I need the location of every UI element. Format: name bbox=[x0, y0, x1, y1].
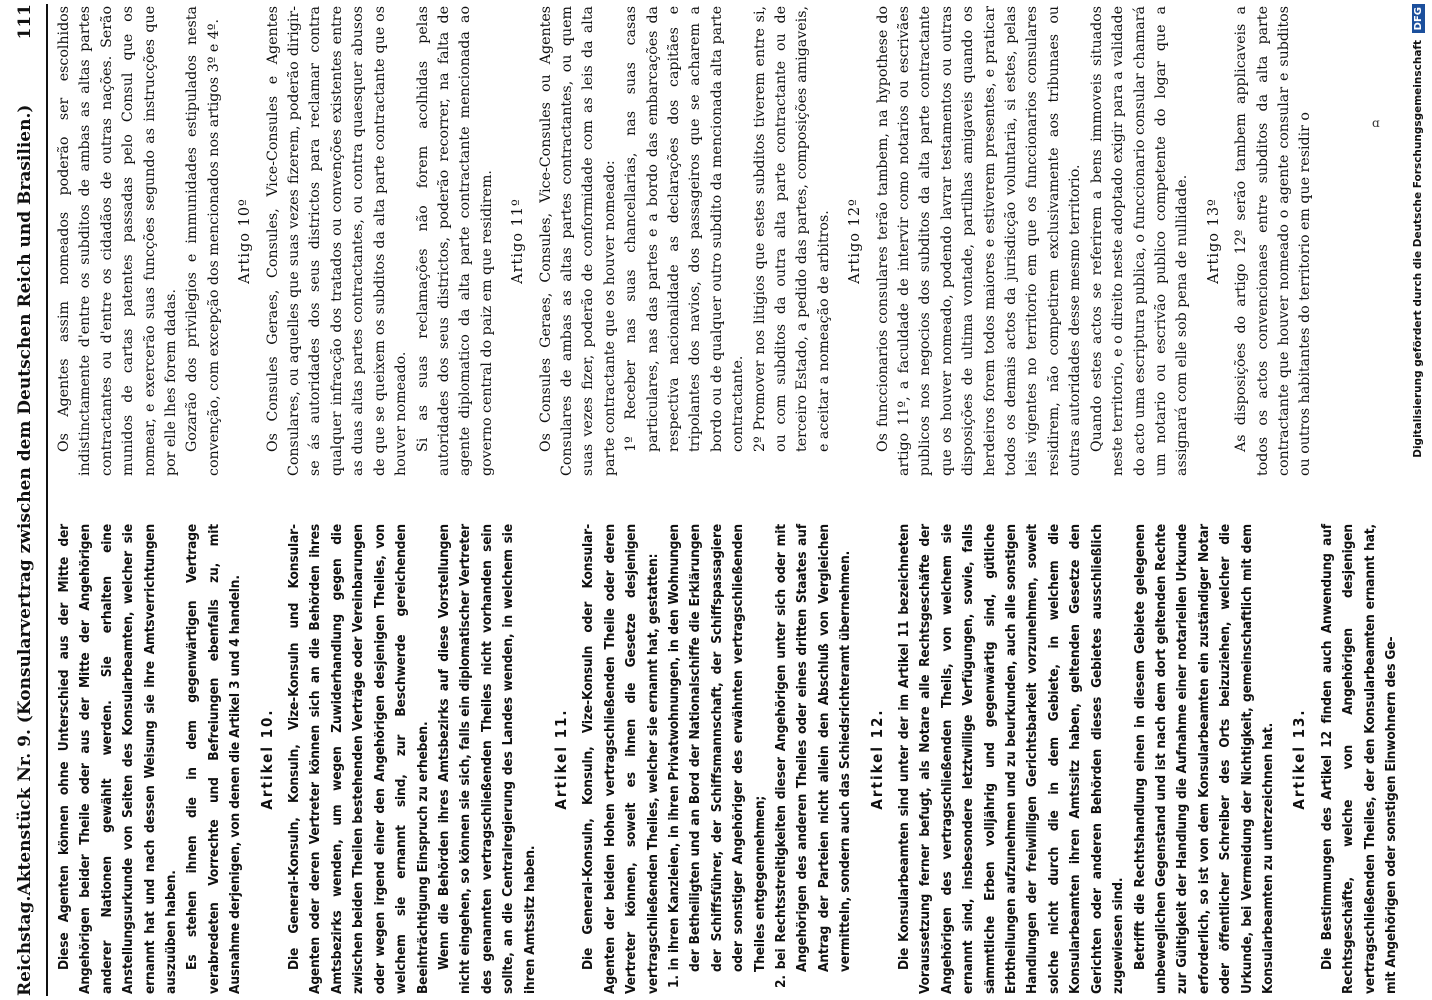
de-art11-item-2: 2. bei Rechtsstreitigkeiten dieser Angehörigen unter sich oder mit Angehörigen des anderen Theiles oder eines dritten Staates auf Antrag der Parteien nicht allein den Abschluß von Vergleichen vermitteln, sondern auch das Schiedsrichteramt übernehmen. bbox=[773, 524, 854, 988]
de-intro-1: Diese Agenten können ohne Unterschied aus der Mitte der Angehörigen beider Theile oder aus der Mitte der Angehörigen anderer Nationen gewählt werden. Sie erhalten eine Anstellungsurkunde von Seiten des Konsularbeamten, welcher sie ernannt hat und nach dessen Weisung sie ihre Amtsverrichtungen auszuüben haben. bbox=[56, 524, 180, 994]
de-art11-heading: Artikel 11. bbox=[551, 708, 570, 810]
pt-art11-item-2: 2º Promover nos litigios que estes subditos tiverem entre si, ou com subditos da outra alta parte contractante ou de terceiro Estado, a pedido das partes, composições amigaveis, e aceitar a nomeação de arbitros. bbox=[751, 6, 832, 452]
header-title: Aktenstück Nr. 9. (Konsularvertrag zwischen dem Deutschen Reich und Brasilien.) bbox=[15, 104, 35, 896]
pt-intro-1: Os Agentes assim nomeados poderão ser escolhidos indistinctamente d'entre os subditos de ambas as altas partes contractantes ou d'entre os cidadãos de outras nações. Serão munidos de cartas patentes passadas pelo Consul que os nomear, e exercerão suas funcções segundo as instrucções que por elle lhes forem dadas. bbox=[56, 6, 180, 476]
de-art11-item-1: 1. in ihren Kanzleien, in ihren Privatwohnungen, in den Wohnungen der Betheiligten und an Bord der Nationalschiffe die Erklärungen der Schiffsführer, der Schiffsmannschaft, der Schiffspassagiere oder sonstiger Angehöriger des erwähnten vertragschließenden Theiles entgegennehmen; bbox=[665, 524, 768, 988]
pt-art10-p1: Os Consules Geraes, Consules, Vice-Consules e Agentes Consulares, ou aquelles que suas vezes fizerem, poderão dirigir-se ás autoridades dos seus districtos para reclamar contra qualquer infracção dos tratados ou convenções existentes entre as duas altas partes contractantes, ou contra quaesquer abusos de que se queixem os subditos da alta parte contractante que os houver nomeado. bbox=[264, 6, 410, 476]
german-column bbox=[54, 524, 1402, 994]
pt-art13-p1: As disposições do artigo 12º serão tambem applicaveis a todos os actos convencionaes entre subditos da alta parte contractante que houver nomeado o agente consular e subditos ou outros habitantes do territorio em que residir o bbox=[1233, 6, 1314, 476]
pt-art11-heading: Artigo 11º bbox=[510, 198, 527, 284]
de-art10-p2: Wenn die Behörden ihres Amtsbezirks auf diese Vorstellungen nicht eingehen, so können sie sich, falls ein diplomatischer Vertreter des genannten vertragschließenden Theiles nicht vorhanden sein sollte, an die Centralregierung des Landes wenden, in welchem sie ihren Amtssitz haben. bbox=[435, 524, 538, 994]
header-left: Reichstag. bbox=[15, 895, 35, 996]
de-art13-p1: Die Bestimmungen des Artikel 12 finden auch Anwendung auf Rechtsgeschäfte, welche von Angehörigen desjenigen vertragschließenden Theiles, der den Konsularbeamten ernannt hat, mit Angehörigen oder sonstigen Einwohnern des Ge- bbox=[1318, 524, 1399, 994]
de-art12-heading: Artikel 12. bbox=[867, 708, 886, 810]
de-art10-p1: Die General-Konsuln, Konsuln, Vize-Konsuln und Konsular-Agenten oder deren Vertreter können sich an die Behörden ihres Amtsbezirks wenden, um wegen Zuwiderhandlung gegen die zwischen beiden Theilen bestehenden Verträge oder Vereinbarungen oder wegen irgend einer den Angehörigen desjenigen Theiles, von welchem sie ernannt sind, zur Beschwerde gereichenden Beeinträchtigung Einspruch zu erheben. bbox=[286, 524, 431, 994]
pt-art12-p1: Os funccionarios consulares terão tambem, na hypothese do artigo 11º, a faculdade de intervir como notarios ou escrivães publicos nos negocios dos subditos da alta parte contractante que os houver nomeado, podendo lavrar testamentos ou outras disposições de ultima vontade, partilhas amigaveis quando os herdeiros forem todos maiores e estiverem presentes, e praticar todos os demais actos da jurisdicção voluntaria, si estes, pelas leis vigentes no territorio em que os funccionarios consulares residirem, não competirem exclusivamente aos tribunaes ou outras autoridades desse mesmo territorio. bbox=[874, 6, 1084, 476]
de-art10-heading: Artikel 10. bbox=[257, 708, 276, 810]
pt-art13-heading: Artigo 13º bbox=[1205, 198, 1222, 284]
page-header bbox=[6, 4, 48, 996]
page-number: 111 bbox=[15, 4, 35, 40]
portuguese-column bbox=[54, 6, 1317, 476]
pt-art10-p2: Si as suas reclamações não forem acolhidas pelas autoridades dos seus districtos, poderão recorrer, na falta de agente diplomatico da alta parte contractante mencionada ao governo central do paiz em que residirem. bbox=[414, 6, 495, 476]
pt-intro-2: Gozarão dos privilegios e immunidades estipulados nesta convenção, com excepção dos mencionados nos artigos 3º e 4º. bbox=[184, 6, 222, 476]
de-art12-p1: Die Konsularbeamten sind unter der im Artikel 11 bezeichneten Voraussetzung ferner befugt, als Notare alle Rechtsgeschäfte der Angehörigen des vertragschließenden Theils, von welchem sie ernannt sind, insbesondere letztwillige Verfügungen, sowie, falls sämmtliche Erben volljährig und gegenwärtig sind, gütliche Erbtheilungen aufzunehmen und zu beurkunden, auch alle sonstigen Handlungen der freiwilligen Gerichtsbarkeit vorzunehmen, soweit solche nicht durch die in dem Gebiete, in welchem die Konsularbeamten ihren Amtssitz haben, geltenden Gesetze den Gerichten oder anderen Behörden dieses Gebietes ausschließlich zugewiesen sind. bbox=[896, 524, 1127, 994]
pt-art11-intro: Os Consules Geraes, Consules, Vice-Consules ou Agentes Consulares de ambas as altas partes contractantes, ou quem suas vezes fizer, poderão de conformidade com as leis da alta parte contractante que os houver nomeado: bbox=[537, 6, 618, 476]
sidebar-credit-text: Digitalisierung gefördert durch die Deutsche Forschungsgemeinschaft bbox=[1412, 40, 1424, 458]
pt-art11-item-1: 1º Receber nas suas chancellarias, nas suas casas particulares, nas das partes e a bordo das embarcações da respectiva nacionalidade as declarações dos capitães e tripolantes dos navios, dos passageiros que se acharem a bordo ou de qualquer outro subdito da mencionada alta parte contractante. bbox=[623, 6, 747, 452]
sidebar-text-row bbox=[1404, 0, 1432, 1000]
margin-mark: ɑ bbox=[1372, 116, 1380, 130]
de-art11-intro: Die General-Konsuln, Konsuln, Vize-Konsuln oder Konsular-Agenten der beiden Hohen vertragschließenden Theile oder deren Vertreter können, soweit es ihnen die Gesetze desjenigen vertragschließenden Theiles, welcher sie ernannt hat, gestatten: bbox=[580, 524, 661, 994]
pt-art12-p2: Quando estes actos se referirem a bens immoveis situados neste territorio, e o direito neste adoptado exigir para a validade do acto uma escriptura publica, o funccionario consular chamará um notario ou escrivão publico competente do logar que a assignará com elle sob pena de nullidade. bbox=[1088, 6, 1191, 476]
pt-art12-heading: Artigo 12º bbox=[847, 198, 864, 284]
de-art12-p2: Betrifft die Rechtshandlung einen in diesem Gebiete gelegenen unbeweglichen Gegenstand und ist nach dem dort geltenden Rechte zur Gültigkeit der Handlung die Aufnahme einer notariellen Urkunde erforderlich, so ist von dem Konsularbeamten ein zuständiger Notar oder öffentlicher Schreiber des Orts beizuziehen, welcher die Urkunde, bei Vermeidung der Nichtigkeit, gemeinschaftlich mit dem Konsularbeamten zu unterzeichnen hat. bbox=[1131, 524, 1276, 994]
digitization-sidebar bbox=[1404, 0, 1432, 1000]
de-art13-heading: Artikel 13. bbox=[1290, 708, 1309, 810]
dfg-logo: DFG bbox=[1412, 4, 1425, 33]
de-intro-2: Es stehen ihnen die in dem gegenwärtigen Vertrage verabredeten Vorrechte und Befreiungen ebenfalls zu, mit Ausnahme derjenigen, von denen die Artikel 3 und 4 handeln. bbox=[184, 524, 244, 994]
pt-art10-heading: Artigo 10º bbox=[237, 198, 254, 284]
